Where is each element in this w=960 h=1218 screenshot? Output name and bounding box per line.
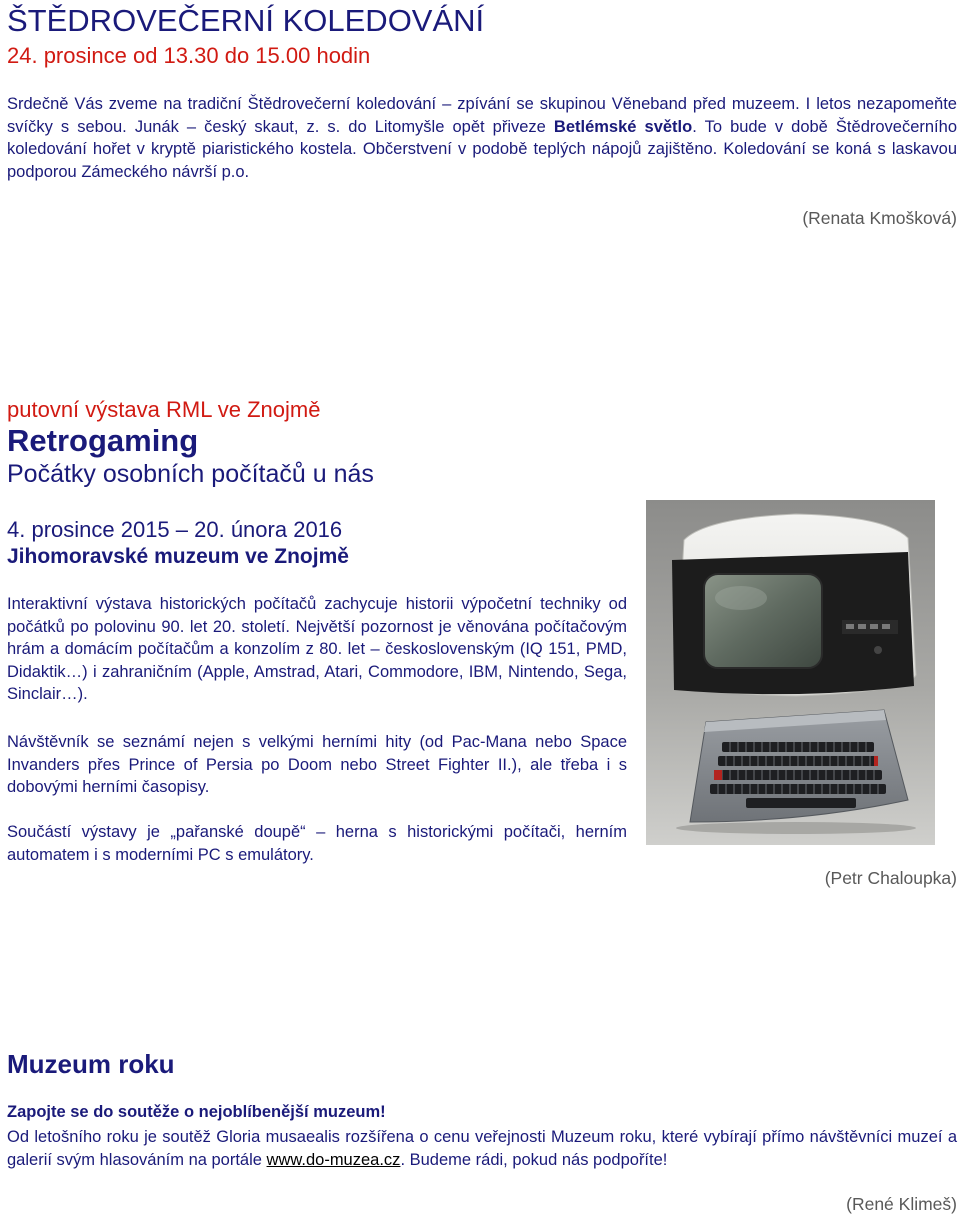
- body-text-bold: Betlémské světlo: [553, 117, 693, 136]
- article-body: [7, 93, 957, 183]
- event-date: 24. prosince od 13.30 do 15.00 hodin: [7, 43, 371, 68]
- article-lead: Zapojte se do soutěže o nejoblíbenější muzeum!: [7, 1103, 386, 1121]
- body-text: Od letošního roku je soutěž Gloria musaealis rozšířena o cenu veřejnosti Muzeum roku, které vybírají přímo návštěvníci muzeí a galerií svým hlasováním na portále: [7, 1128, 957, 1169]
- article-paragraph: Součástí výstavy je „pařanské doupě“ – herna s historickými počítači, herním automatem i s moderními PC s emulátory.: [7, 823, 627, 864]
- author-signature: (René Klimeš): [846, 1194, 957, 1214]
- exhibition-dates: 4. prosince 2015 – 20. února 2016: [7, 517, 343, 542]
- retro-computer-illustration: [646, 500, 935, 845]
- exhibition-venue: Jihomoravské muzeum ve Znojmě: [7, 545, 349, 568]
- article-title: Retrogaming: [7, 423, 199, 458]
- article-body: [7, 1126, 957, 1171]
- retro-computer-photo: [646, 500, 935, 845]
- article-paragraph: Návštěvník se seznámí nejen s velkými herními hity (od Pac-Mana nebo Space Invanders přes Prince of Persia po Doom nebo Street Fighter II.), ale třeba i s dobovými herními časopisy.: [7, 733, 627, 796]
- article-title: ŠTĚDROVEČERNÍ KOLEDOVÁNÍ: [7, 3, 485, 38]
- body-text: . To bude v době Štědrovečerního koledování hořet v kryptě piaristického kostela. Občerstvení v podobě teplých nápojů zajištěno. Koledování se koná s laskavou podporou Zámeckého návrší p.o.: [7, 117, 957, 181]
- author-signature: (Renata Kmošková): [802, 208, 957, 228]
- portal-link[interactable]: www.do-muzea.cz: [266, 1150, 401, 1169]
- article-subtitle: Počátky osobních počítačů u nás: [7, 460, 374, 488]
- article-kicker: putovní výstava RML ve Znojmě: [7, 397, 321, 422]
- body-text: Srdečně Vás zveme na tradiční Štědrovečerní koledování – zpívání se skupinou Věneband před muzeem. I letos nezapomeňte svíčky s sebou. Junák – český skaut, z. s. do Litomyšle opět přiveze: [7, 95, 957, 136]
- article-title: Muzeum roku: [7, 1049, 175, 1079]
- body-text: . Budeme rádi, pokud nás podpoříte!: [400, 1150, 668, 1169]
- article-paragraph: Interaktivní výstava historických počítačů zachycuje historii výpočetní techniky od počátků po polovinu 90. let 20. století. Největší pozornost je věnována počítačovým hrám a domácím počítačům a konzolím z 80. let – československým (IQ 151, PMD, Didaktik…) i zahraničním (Apple, Amstrad, Atari, Commodore, IBM, Nintendo, Sega, Sinclair…).: [7, 595, 627, 703]
- author-signature: (Petr Chaloupka): [824, 868, 957, 888]
